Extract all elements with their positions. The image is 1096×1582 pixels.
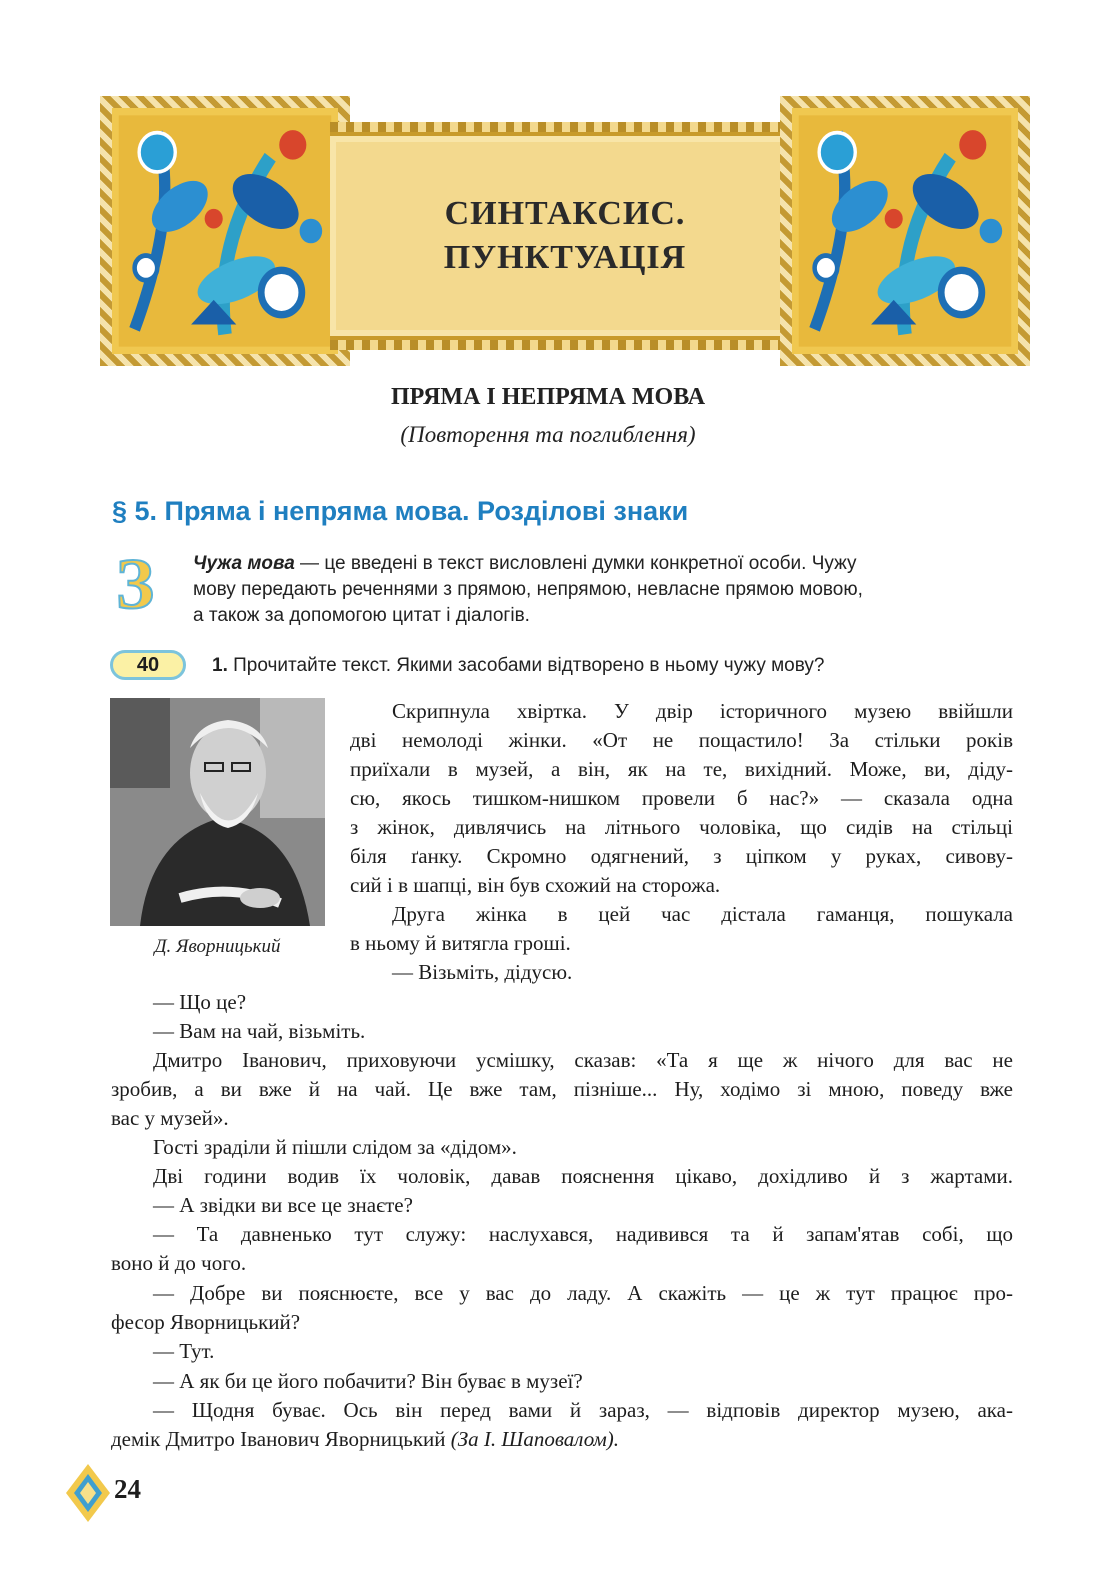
source-attribution: (За І. Шаповалом).: [450, 1427, 620, 1451]
chapter-title-line1: СИНТАКСИС.: [444, 195, 686, 232]
task-text: Прочитайте текст. Якими засобами відтворено в ньому чужу мову?: [227, 655, 825, 676]
text-line: Дві години водив їх чоловік, давав пояснення цікаво, дохідливо й з жартами.: [153, 1164, 1013, 1188]
chapter-banner: [100, 96, 1030, 366]
svg-text:З: З: [116, 548, 155, 618]
text-line: зробив, а ви вже й на чай. Це вже там, пізніше... Ну, ходімо зі мною, поведу вже: [111, 1077, 1013, 1101]
exercise-task: [212, 655, 825, 677]
text-line: дві немолоді жінки. «От не пощастило! За стільки років: [350, 728, 1013, 752]
folk-ornament-right: [780, 96, 1030, 366]
page-corner-ornament-icon: [64, 1462, 112, 1524]
text-line: з жінок, дивлячись на літнього чоловіка, що сидів на стільці: [350, 815, 1013, 839]
folk-ornament-left: [100, 96, 350, 366]
text-line: біля ґанку. Скромно одягнений, з ціпком у руках, сивову-: [350, 844, 1013, 868]
text-line: сю, якось тишком-нишком провели б нас?» — сказала одна: [350, 786, 1013, 810]
text-line: — Візьміть, дідусю.: [392, 960, 573, 984]
rule-term: Чужа мова: [193, 553, 295, 574]
text-line: фесор Яворницький?: [111, 1310, 301, 1334]
text-line: — Та давненько тут служу: наслухався, надивився та й запам'ятав собі, що: [153, 1222, 1013, 1246]
text-line: приїхали в музей, а він, як на те, вихідний. Може, ви, діду-: [350, 757, 1013, 781]
text-line: сий і в шапці, він був схожий на сторожа.: [350, 873, 721, 897]
rule-line3: а також за допомогою цитат і діалогів.: [193, 605, 530, 626]
task-number: 1.: [212, 655, 228, 676]
chapter-title: [330, 192, 800, 280]
portrait-photo: [110, 698, 325, 926]
text-line: Гості зраділи й пішли слідом за «дідом».: [153, 1135, 517, 1159]
text-line: — Добре ви пояснюєте, все у вас до ладу. А скажіть — це ж тут працює про-: [153, 1281, 1013, 1305]
section-heading: ПРЯМА І НЕПРЯМА МОВА: [390, 384, 706, 410]
text-line-main: демік Дмитро Іванович Яворницький: [111, 1427, 451, 1451]
text-line: вас у музей».: [111, 1106, 229, 1130]
rule-line2: мову передають реченнями з прямою, непрямою, невласне прямою мовою,: [193, 579, 863, 600]
rule-line1: — це введені в текст висловлені думки конкретної особи. Чужу: [294, 553, 857, 574]
text-line: — Що це?: [153, 990, 247, 1014]
text-line: — А як би це його побачити? Він буває в музеї?: [153, 1369, 583, 1393]
text-line: — Вам на чай, візьміть.: [153, 1019, 366, 1043]
rule-marker-icon: [110, 548, 174, 618]
photo-caption: Д. Яворницький: [154, 936, 281, 957]
paragraph-title: § 5. Пряма і непряма мова. Розділові знаки: [112, 496, 689, 526]
chapter-title-line2: ПУНКТУАЦІЯ: [443, 239, 687, 276]
text-line: Скрипнула хвіртка. У двір історичного музею ввійшли: [392, 699, 1013, 723]
text-line: воно й до чого.: [111, 1251, 247, 1275]
text-line: [111, 1425, 1013, 1454]
text-line: — Щодня буває. Ось він перед вами й зараз, — відповів директор музею, ака-: [153, 1398, 1013, 1422]
exercise-number-badge: 40: [110, 650, 186, 680]
text-line: — Тут.: [153, 1339, 215, 1363]
section-subheading: (Повторення та поглиблення): [400, 422, 696, 447]
text-line: — А звідки ви все це знаєте?: [153, 1193, 413, 1217]
rule-text: [193, 551, 1023, 629]
text-line: в ньому й витягла гроші.: [350, 931, 571, 955]
text-line: Дмитро Іванович, приховуючи усмішку, сказав: «Та я ще ж нічого для вас не: [153, 1048, 1013, 1072]
text-line: Друга жінка в цей час дістала гаманця, пошукала: [392, 902, 1013, 926]
page-number: 24: [114, 1474, 141, 1504]
